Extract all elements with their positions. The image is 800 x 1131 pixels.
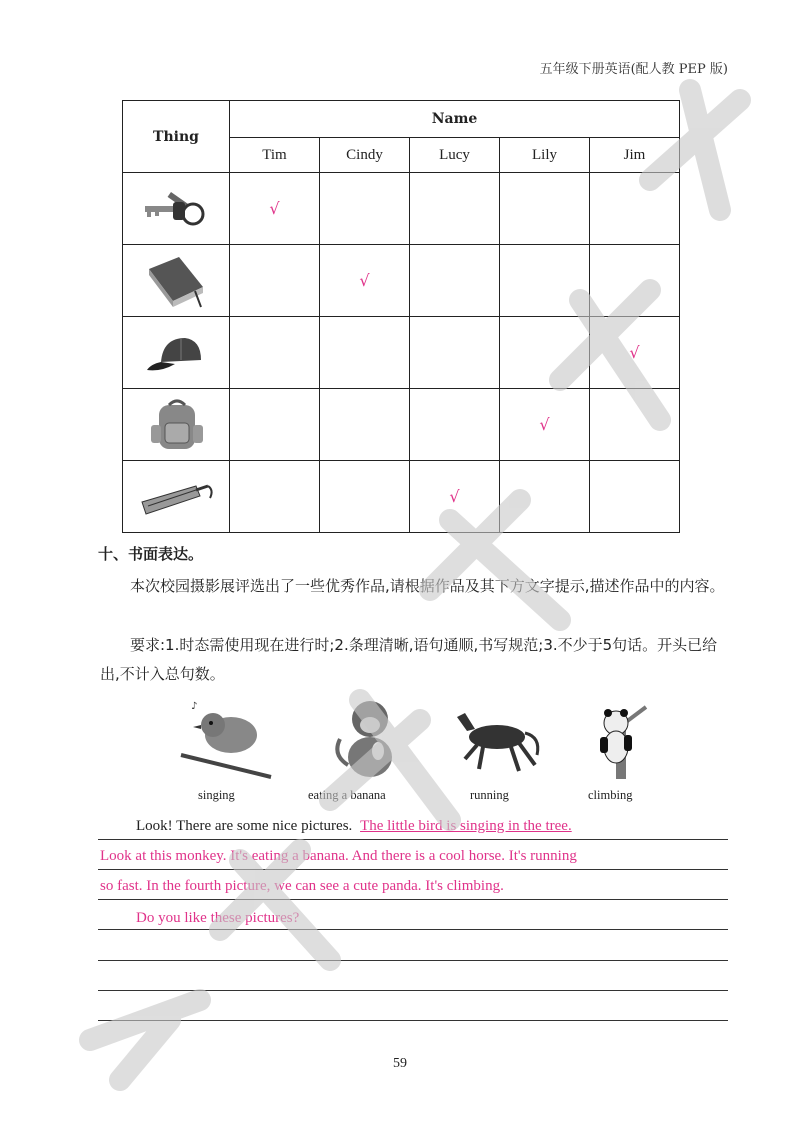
caption-climbing: climbing [588,788,633,802]
answer-line-4: Do you like these pictures? [136,910,300,926]
name-cindy: Cindy [320,138,410,173]
given-sentence: Look! There are some nice pictures. [136,818,353,834]
table-row [123,389,680,461]
name-lily: Lily [500,138,590,173]
check-mark: √ [539,415,550,434]
cap-icon [123,317,230,389]
writing-line [98,929,728,930]
writing-line [98,1020,728,1021]
name-header: Name [230,101,680,138]
caption-singing: singing [198,788,235,802]
table-row [123,245,680,317]
bird-icon [175,695,275,781]
writing-line [98,839,728,840]
check-mark: √ [449,487,460,506]
check-mark: √ [269,199,280,218]
table-row [123,317,680,389]
caption-eating: eating a banana [308,788,386,802]
table-row [123,461,680,533]
survey-table [122,100,680,533]
section-requirements: 要求:1.时态需使用现在进行时;2.条理清晰,语句通顺,书写规范;3.不少于5句话。开头已给出,不计入总句数。 [100,636,718,683]
umbrella-icon [123,461,230,533]
answer-line-1: The little bird is singing in the tree. [360,818,572,834]
check-mark: √ [359,271,370,290]
section-intro: 本次校园摄影展评选出了一些优秀作品,请根据作品及其下方文字提示,描述作品中的内容。 [130,577,725,595]
horse-icon [445,695,545,781]
name-jim: Jim [590,138,680,173]
page-header: 五年级下册英语(配人教 PEP 版) [539,62,728,77]
name-lucy: Lucy [410,138,500,173]
check-mark: √ [629,343,640,362]
writing-line [98,899,728,900]
writing-line [98,960,728,961]
svg-text:♪: ♪ [191,701,198,712]
name-tim: Tim [230,138,320,173]
answer-line-2: Look at this monkey. It's eating a banana. And there is a cool horse. It's running [100,848,577,864]
thing-header: Thing [123,101,230,173]
page-number: 59 [393,1056,407,1071]
picture-row [0,695,800,810]
answer-line-3: so fast. In the fourth picture, we can see a cute panda. It's climbing. [100,878,504,894]
section-title: 十、书面表达。 [98,545,204,563]
caption-running: running [470,788,509,802]
keys-icon [123,173,230,245]
monkey-icon [330,695,410,781]
writing-line [98,869,728,870]
table-row [123,173,680,245]
book-icon [123,245,230,317]
panda-icon [580,695,660,781]
writing-line [98,990,728,991]
backpack-icon [123,389,230,461]
